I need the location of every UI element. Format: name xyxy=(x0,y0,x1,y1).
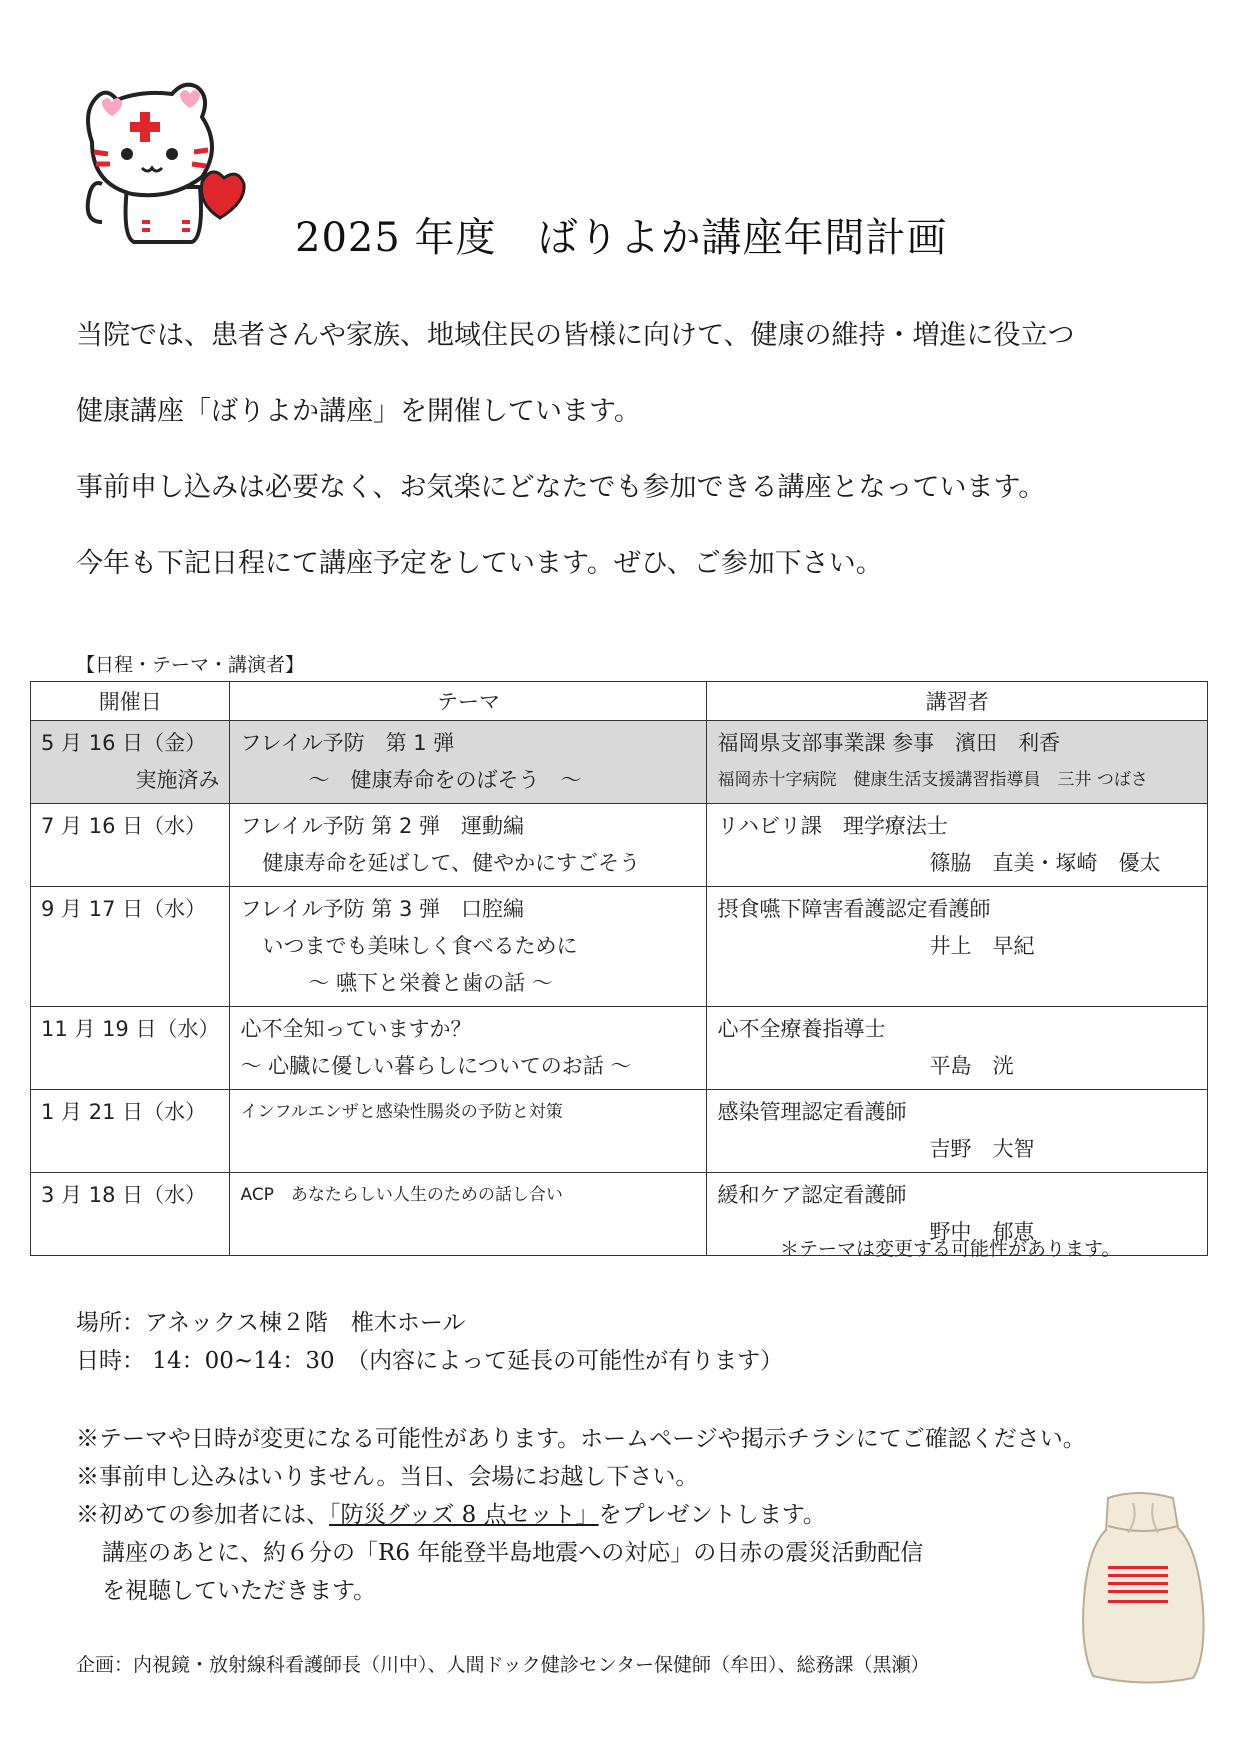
theme-line: ～ 嚥下と栄養と歯の話 ～ xyxy=(308,971,553,995)
theme-line: フレイル予防 第 1 弾 xyxy=(240,731,455,755)
intro-text xyxy=(76,316,1196,620)
date-text: 5 月 16 日（金） xyxy=(41,731,207,755)
theme-cell xyxy=(230,804,707,887)
theme-line: ～ 心臓に優しい暮らしについてのお話 ～ xyxy=(240,1054,632,1078)
intro-line: 健康講座「ばりよか講座」を開催しています。 xyxy=(76,396,641,427)
header-date: 開催日 xyxy=(31,682,230,721)
speaker-line: 福岡赤十字病院 健康生活支援講習指導員 三井 つばさ xyxy=(717,770,1148,790)
notes-block xyxy=(76,1420,1086,1610)
status-badge: 実施済み xyxy=(135,768,220,792)
theme-line: ACP あなたらしい人生のための話し合い xyxy=(240,1185,563,1205)
note-line: ※テーマや日時が変更になる可能性があります。ホームページや掲示チラシにてご確認ください。 xyxy=(76,1426,1086,1452)
intro-line: 当院では、患者さんや家族、地域住民の皆様に向けて、健康の維持・増進に役立つ xyxy=(76,320,1075,351)
speaker-cell xyxy=(707,721,1208,804)
speaker-line: 福岡県支部事業課 参事 濱田 利香 xyxy=(717,731,1061,755)
note-line xyxy=(76,1496,1086,1534)
theme-cell xyxy=(230,1007,707,1090)
speaker-cell xyxy=(707,1090,1208,1173)
date-cell xyxy=(31,1007,230,1090)
date-text: 1 月 21 日（水） xyxy=(41,1100,207,1124)
theme-line: ～ 健康寿命をのばそう ～ xyxy=(308,768,582,792)
date-cell xyxy=(31,804,230,887)
theme-cell xyxy=(230,1173,707,1256)
speaker-line: 感染管理認定看護師 xyxy=(717,1100,907,1124)
theme-cell xyxy=(230,887,707,1007)
speaker-cell xyxy=(707,887,1208,1007)
speaker-line: 平島 洸 xyxy=(929,1054,1014,1078)
date-text: 11 月 19 日（水） xyxy=(41,1017,220,1041)
place-text: 場所：アネックス棟２階 椎木ホール xyxy=(76,1310,466,1336)
note-text: ※初めての参加者には、 xyxy=(76,1502,329,1528)
date-text: 7 月 16 日（水） xyxy=(41,814,207,838)
mascot-illustration xyxy=(72,72,262,252)
gift-name: 「防災グッズ 8 点セット」 xyxy=(329,1502,599,1528)
table-header-row xyxy=(31,682,1208,721)
theme-line: フレイル予防 第 2 弾 運動編 xyxy=(240,814,524,838)
table-row xyxy=(31,721,1208,804)
table-row xyxy=(31,887,1208,1007)
intro-line: 今年も下記日程にて講座予定をしています。ぜひ、ご参加下さい。 xyxy=(76,548,883,579)
speaker-line: 緩和ケア認定看護師 xyxy=(717,1183,907,1207)
speaker-cell xyxy=(707,804,1208,887)
event-info xyxy=(76,1304,783,1380)
speaker-line: 吉野 大智 xyxy=(929,1137,1035,1161)
table-row xyxy=(31,1007,1208,1090)
note-text: をプレゼントします。 xyxy=(598,1502,826,1528)
speaker-line: 野中 郁恵 xyxy=(929,1220,1035,1244)
schedule-table xyxy=(30,681,1208,1256)
date-cell xyxy=(31,1090,230,1173)
note-line: 講座のあとに、約６分の「R6 年能登半島地震への対応」の日赤の震災活動配信 xyxy=(102,1540,924,1566)
date-text: 3 月 18 日（水） xyxy=(41,1183,207,1207)
theme-line: いつまでも美味しく食べるために xyxy=(262,934,578,958)
page-title: 2025 年度 ばりよか講座年間計画 xyxy=(295,215,948,261)
theme-line: インフルエンザと感染性腸炎の予防と対策 xyxy=(240,1102,563,1122)
speaker-line: 心不全療養指導士 xyxy=(717,1017,886,1041)
table-note: ＊テーマは変更する可能性があります。 xyxy=(780,1238,1121,1260)
theme-line: 健康寿命を延ばして、健やかにすごそう xyxy=(262,851,641,875)
speaker-cell xyxy=(707,1007,1208,1090)
note-line: を視聴していただきます。 xyxy=(102,1578,377,1604)
speaker-line: 篠脇 直美・塚崎 優太 xyxy=(929,851,1161,875)
header-theme: テーマ xyxy=(230,682,707,721)
note-line: ※事前申し込みはいりません。当日、会場にお越し下さい。 xyxy=(76,1464,699,1490)
date-cell xyxy=(31,721,230,804)
header-speaker: 講習者 xyxy=(707,682,1208,721)
date-cell xyxy=(31,887,230,1007)
time-text: 日時： 14：00~14：30 （内容によって延長の可能性が有ります） xyxy=(76,1348,784,1374)
speaker-line: 摂食嚥下障害看護認定看護師 xyxy=(717,897,991,921)
speaker-line: リハビリ課 理学療法士 xyxy=(717,814,948,838)
theme-line: 心不全知っていますか？ xyxy=(240,1017,472,1041)
speaker-line: 井上 早紀 xyxy=(929,934,1035,958)
date-cell xyxy=(31,1173,230,1256)
theme-cell xyxy=(230,1090,707,1173)
theme-cell xyxy=(230,721,707,804)
table-row xyxy=(31,1090,1208,1173)
date-text: 9 月 17 日（水） xyxy=(41,897,207,921)
table-row xyxy=(31,804,1208,887)
intro-line: 事前申し込みは必要なく、お気楽にどなたでも参加できる講座となっています。 xyxy=(76,472,1046,503)
theme-line: フレイル予防 第 3 弾 口腔編 xyxy=(240,897,524,921)
schedule-label: 【日程・テーマ・講演者】 xyxy=(76,654,305,676)
bag-illustration xyxy=(1078,1488,1208,1688)
footer-credits: 企画：内視鏡・放射線科看護師長（川中）、人間ドック健診センター保健師（牟田）、総務課（黒瀬） xyxy=(76,1654,930,1676)
